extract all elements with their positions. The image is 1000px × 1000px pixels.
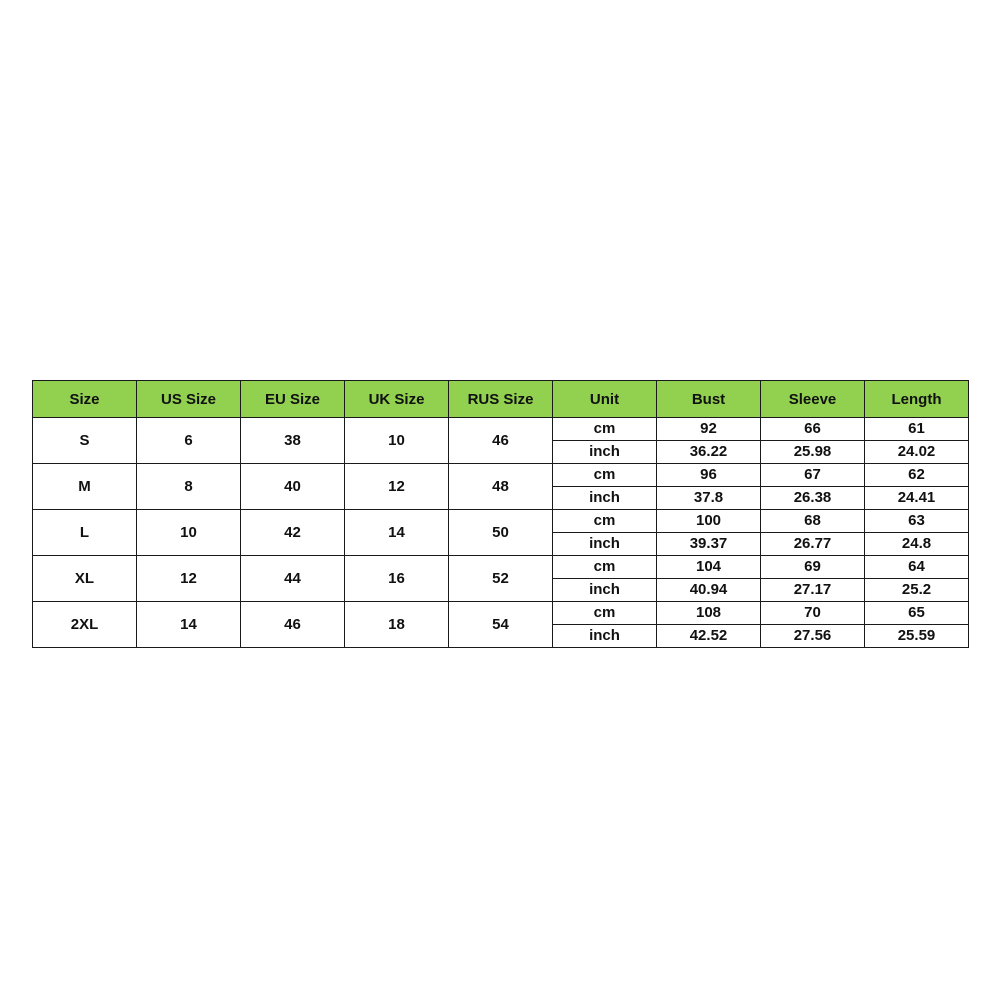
- uk-size-cell: 18: [345, 602, 449, 648]
- unit-cell: inch: [553, 533, 657, 556]
- bust-cell: 92: [657, 418, 761, 441]
- table-body: [33, 418, 969, 648]
- header-row: [33, 381, 969, 418]
- sleeve-cell: 27.56: [761, 625, 865, 648]
- bust-cell: 100: [657, 510, 761, 533]
- length-cell: 64: [865, 556, 969, 579]
- bust-cell: 36.22: [657, 441, 761, 464]
- unit-cell: cm: [553, 418, 657, 441]
- uk-size-cell: 16: [345, 556, 449, 602]
- header-eu-size: EU Size: [241, 381, 345, 418]
- us-size-cell: 6: [137, 418, 241, 464]
- rus-size-cell: 54: [449, 602, 553, 648]
- eu-size-cell: 44: [241, 556, 345, 602]
- unit-cell: cm: [553, 602, 657, 625]
- bust-cell: 96: [657, 464, 761, 487]
- length-cell: 24.8: [865, 533, 969, 556]
- us-size-cell: 8: [137, 464, 241, 510]
- header-bust: Bust: [657, 381, 761, 418]
- length-cell: 62: [865, 464, 969, 487]
- eu-size-cell: 40: [241, 464, 345, 510]
- bust-cell: 37.8: [657, 487, 761, 510]
- length-cell: 25.59: [865, 625, 969, 648]
- header-uk-size: UK Size: [345, 381, 449, 418]
- eu-size-cell: 46: [241, 602, 345, 648]
- size-cell: XL: [33, 556, 137, 602]
- us-size-cell: 12: [137, 556, 241, 602]
- table-header: [33, 381, 969, 418]
- bust-cell: 39.37: [657, 533, 761, 556]
- header-sleeve: Sleeve: [761, 381, 865, 418]
- sleeve-cell: 67: [761, 464, 865, 487]
- us-size-cell: 10: [137, 510, 241, 556]
- bust-cell: 42.52: [657, 625, 761, 648]
- size-cell: 2XL: [33, 602, 137, 648]
- eu-size-cell: 38: [241, 418, 345, 464]
- eu-size-cell: 42: [241, 510, 345, 556]
- size-cell: L: [33, 510, 137, 556]
- uk-size-cell: 12: [345, 464, 449, 510]
- sleeve-cell: 66: [761, 418, 865, 441]
- sleeve-cell: 25.98: [761, 441, 865, 464]
- sleeve-cell: 27.17: [761, 579, 865, 602]
- length-cell: 25.2: [865, 579, 969, 602]
- rus-size-cell: 52: [449, 556, 553, 602]
- header-unit: Unit: [553, 381, 657, 418]
- length-cell: 24.41: [865, 487, 969, 510]
- size-chart-table: [32, 380, 969, 648]
- length-cell: 24.02: [865, 441, 969, 464]
- sleeve-cell: 68: [761, 510, 865, 533]
- unit-cell: inch: [553, 625, 657, 648]
- header-length: Length: [865, 381, 969, 418]
- unit-cell: inch: [553, 487, 657, 510]
- sleeve-cell: 26.77: [761, 533, 865, 556]
- uk-size-cell: 10: [345, 418, 449, 464]
- size-cell: M: [33, 464, 137, 510]
- rus-size-cell: 50: [449, 510, 553, 556]
- sleeve-cell: 26.38: [761, 487, 865, 510]
- unit-cell: cm: [553, 556, 657, 579]
- length-cell: 65: [865, 602, 969, 625]
- uk-size-cell: 14: [345, 510, 449, 556]
- length-cell: 63: [865, 510, 969, 533]
- unit-cell: inch: [553, 441, 657, 464]
- rus-size-cell: 48: [449, 464, 553, 510]
- sleeve-cell: 69: [761, 556, 865, 579]
- sleeve-cell: 70: [761, 602, 865, 625]
- table-row: [33, 510, 969, 533]
- table-row: [33, 464, 969, 487]
- unit-cell: inch: [553, 579, 657, 602]
- table-row: [33, 602, 969, 625]
- header-us-size: US Size: [137, 381, 241, 418]
- unit-cell: cm: [553, 464, 657, 487]
- rus-size-cell: 46: [449, 418, 553, 464]
- bust-cell: 108: [657, 602, 761, 625]
- length-cell: 61: [865, 418, 969, 441]
- header-rus-size: RUS Size: [449, 381, 553, 418]
- table-row: [33, 556, 969, 579]
- us-size-cell: 14: [137, 602, 241, 648]
- bust-cell: 40.94: [657, 579, 761, 602]
- table-row: [33, 418, 969, 441]
- bust-cell: 104: [657, 556, 761, 579]
- header-size: Size: [33, 381, 137, 418]
- size-cell: S: [33, 418, 137, 464]
- unit-cell: cm: [553, 510, 657, 533]
